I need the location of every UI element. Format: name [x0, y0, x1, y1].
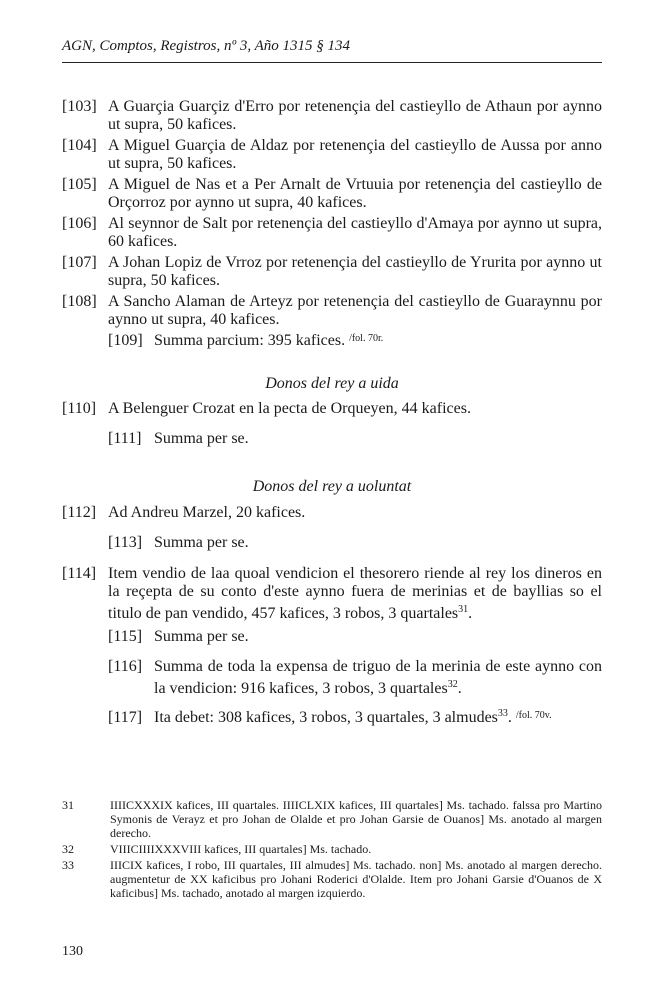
entry-116: [108, 658, 602, 701]
entry-text: A Belenguer Crozat en la pecta de Orqueyen, 44 kafices.: [108, 400, 471, 417]
entry-text-end: .: [507, 709, 512, 726]
entry-text: Ita debet: 308 kafices, 3 robos, 3 quartales, 3 almudes: [154, 709, 498, 726]
entry-112: [62, 504, 602, 522]
footnote-31: [62, 798, 602, 840]
entry-text: A Miguel de Nas et a Per Arnalt de Vrtuuia por retenençia del castieyllo de Orçorroz por aynno ut supra, 40 kafices.: [108, 176, 602, 211]
entry-104: [62, 137, 602, 173]
entry-text: Summa per se.: [154, 628, 249, 645]
entry-number: [116]: [108, 658, 143, 675]
entry-number: [108]: [62, 293, 97, 310]
page-number: 130: [62, 944, 83, 959]
entry-number: [113]: [108, 534, 143, 551]
entry-108: [62, 293, 602, 329]
section-title-uida: Donos del rey a uida: [265, 375, 399, 392]
entry-number: [115]: [108, 628, 143, 645]
entry-106: [62, 215, 602, 251]
footnote-33: [62, 858, 602, 900]
entry-number: [106]: [62, 215, 97, 232]
entry-text: Summa per se.: [154, 534, 249, 551]
entry-number: [105]: [62, 176, 97, 193]
entry-text: A Guarçia Guarçiz d'Erro por retenençia del castieyllo de Athaun por aynno ut supra, 50 kafices.: [108, 98, 602, 133]
footnote-text: IIICIX kafices, I robo, III quartales, III almudes] Ms. tachado. non] Ms. anotado al margen derecho. augmentetur de XX kaficibus pro Johani Roderici d'Olalde. Item pro Johani Garsie d'Ouanos de X kaficibus] Ms. tachado, anotado al margen izquierdo.: [110, 858, 602, 900]
entry-text: Summa per se.: [154, 430, 249, 447]
entry-text: Summa de toda la expensa de triguo de la merinia de este aynno con la vendicion: 916 kafices, 3 robos, 3 quartales: [154, 658, 602, 697]
entry-number: [117]: [108, 709, 143, 726]
entry-text: A Sancho Alaman de Arteyz por retenençia del castieyllo de Guaraynnu por aynno ut supra, 40 kafices.: [108, 293, 602, 328]
entry-114: [62, 565, 602, 623]
entries-list: [62, 98, 602, 332]
entry-text: Al seynnor de Salt por retenençia del castieyllo d'Amaya por aynno ut supra, 60 kafices.: [108, 215, 602, 250]
footnote-ref[interactable]: 33: [497, 708, 508, 719]
entry-115: [108, 628, 249, 646]
entry-number: [110]: [62, 400, 97, 417]
footnote-number: 33: [62, 858, 74, 872]
entry-text: A Johan Lopiz de Vrroz por retenençia del castieyllo de Yrurita por aynno ut supra, 50 kafices.: [108, 254, 602, 289]
footnote-number: 32: [62, 842, 74, 856]
entry-number: [107]: [62, 254, 97, 271]
entry-110: [62, 400, 602, 418]
footnote-ref[interactable]: 31: [458, 604, 469, 615]
entry-text-end: .: [468, 605, 473, 622]
entry-number: [114]: [62, 565, 97, 582]
entry-113: [108, 534, 249, 552]
footnote-ref[interactable]: 32: [447, 679, 458, 690]
entry-text: Summa parcium: 395 kafices.: [154, 332, 346, 349]
entry-text: Item vendio de laa quoal vendicion el thesorero riende al rey los dineros en la reçepta de su conto d'este aynno fuera de merinias et de bayllias so el titulo de pan vendido, 457 kafices, 3 robos, 3 quartales: [108, 565, 602, 622]
footnote-number: 31: [62, 798, 74, 812]
entry-number: [112]: [62, 504, 97, 521]
entry-number: [103]: [62, 98, 97, 115]
section-title-uoluntat: Donos del rey a uoluntat: [252, 478, 412, 495]
entry-number: [104]: [62, 137, 97, 154]
footnote-text: IIIICXXXIX kafices, III quartales. IIIICLXIX kafices, III quartales] Ms. tachado. falssa pro Martino Symonis de Verayz et pro Johan de Olalde et pro Johan Garsie de Ouanos] Ms. anotado al margen derecho.: [110, 798, 602, 840]
running-header: AGN, Comptos, Registros, nº 3, Año 1315 § 134: [62, 38, 602, 63]
entry-105: [62, 176, 602, 212]
folio-marker: /fol. 70r.: [349, 333, 384, 344]
folio-marker: /fol. 70v.: [515, 710, 552, 721]
entry-number: [111]: [108, 430, 142, 447]
entry-text: Ad Andreu Marzel, 20 kafices.: [108, 504, 306, 521]
entry-117: [108, 705, 552, 727]
footnote-text: VIIICIIIIXXXVIII kafices, III quartales] Ms. tachado.: [110, 842, 372, 856]
entry-111: [108, 430, 249, 448]
entry-109: [108, 330, 383, 350]
footnotes: [62, 798, 602, 902]
entry-103: [62, 98, 602, 134]
entry-107: [62, 254, 602, 290]
entry-number: [109]: [108, 332, 143, 349]
entry-text: A Miguel Guarçia de Aldaz por retenençia del castieyllo de Aussa por anno ut supra, 50 kafices.: [108, 137, 602, 172]
footnote-32: [62, 842, 602, 856]
entry-text-end: .: [457, 680, 462, 697]
